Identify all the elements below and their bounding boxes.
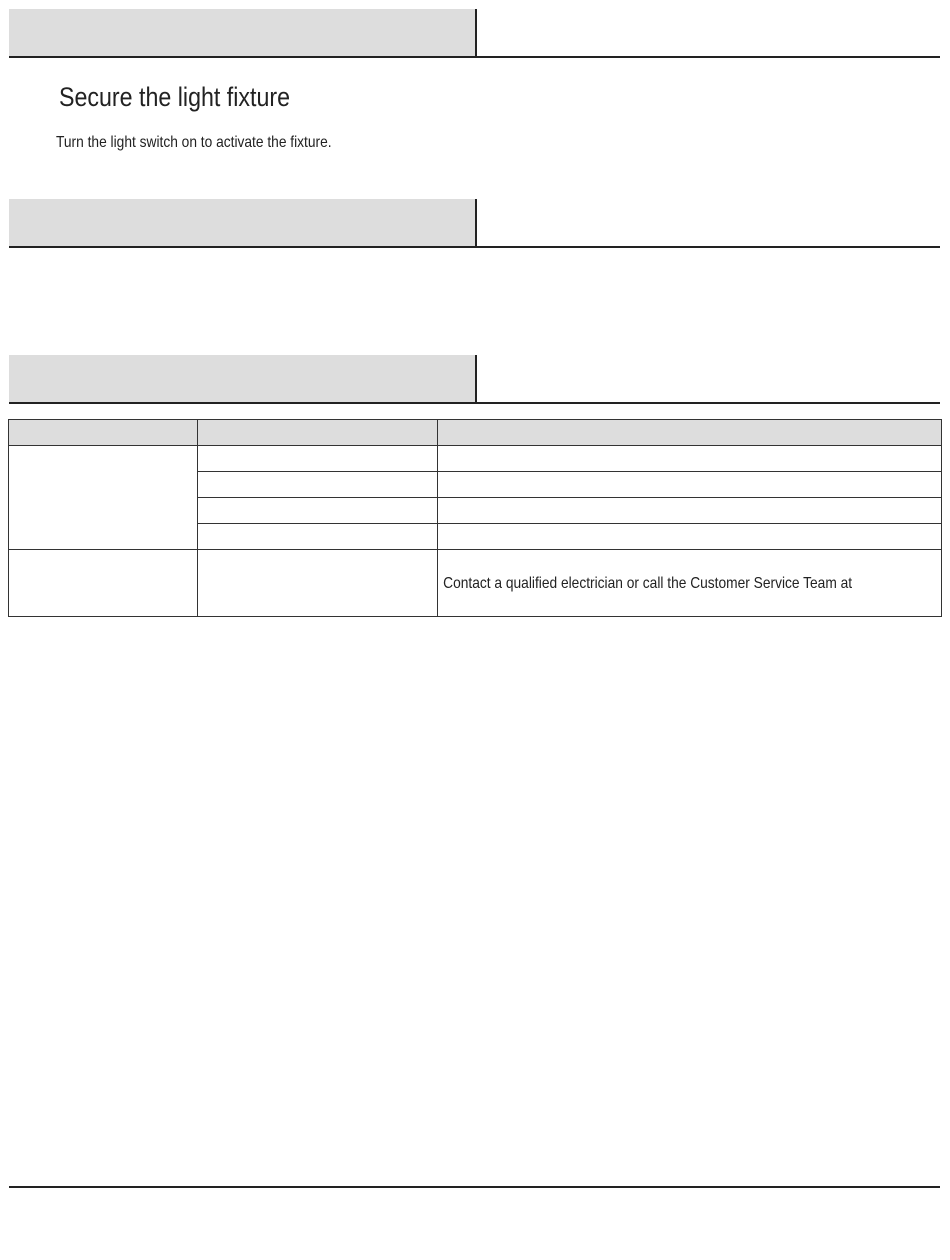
header-problem [9,420,198,446]
cause-cell [198,498,438,524]
section-header-divider [475,9,477,58]
section-header-band [9,199,475,246]
section-header-rule [9,402,940,404]
section-header-rule [9,246,940,248]
section-header-band [9,355,475,402]
cause-cell [198,446,438,472]
problem-cell [9,550,198,617]
section-header-2 [9,199,940,248]
solution-cell [438,550,942,617]
section-header-band [9,9,475,56]
section-header-rule [9,56,940,58]
section-header-divider [475,355,477,404]
solution-cell [438,498,942,524]
troubleshooting-table [8,419,942,617]
section-header-3 [9,355,940,404]
footer-rule [9,1186,940,1188]
table-header-row [9,420,942,446]
section-header-divider [475,199,477,248]
problem-cell [9,446,198,550]
table-row [9,446,942,472]
solution-text: Contact a qualified electrician or call the Customer Service Team at [443,575,853,592]
header-solution [438,420,942,446]
solution-cell [438,446,942,472]
solution-cell [438,472,942,498]
section-header-1 [9,9,940,58]
step-title: Secure the light fixture [59,82,291,112]
step-instruction: Turn the light switch on to activate the fixture. [56,134,332,151]
cause-cell [198,550,438,617]
cause-cell [198,524,438,550]
table-row [9,550,942,617]
header-cause [198,420,438,446]
solution-cell [438,524,942,550]
cause-cell [198,472,438,498]
